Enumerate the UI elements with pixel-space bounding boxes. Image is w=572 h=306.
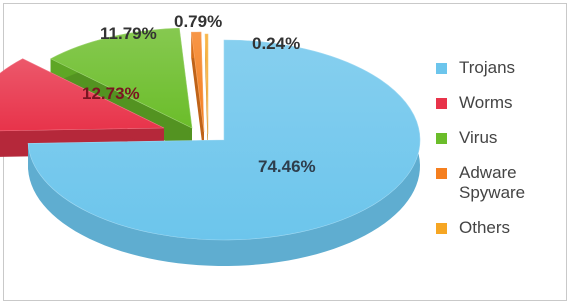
data-label-adware-spyware: 0.79% xyxy=(174,12,223,31)
pie-slice-top-adware-spyware xyxy=(191,32,204,132)
data-label-trojans: 74.46% xyxy=(258,157,316,176)
data-label-others: 0.24% xyxy=(252,34,301,53)
legend-swatch-worms xyxy=(436,98,447,109)
legend-item-virus xyxy=(436,128,564,148)
legend-item-adware-spyware xyxy=(436,163,564,203)
legend-item-trojans xyxy=(436,58,564,78)
legend xyxy=(436,58,564,253)
data-label-virus: 11.79% xyxy=(100,24,157,43)
legend-label-virus: Virus xyxy=(459,128,498,147)
legend-label-others: Others xyxy=(459,218,511,237)
pie-slice-adware-spyware xyxy=(191,32,204,158)
legend-swatch-virus xyxy=(436,133,447,144)
pie-slice-top-others xyxy=(205,34,208,134)
legend-label-adware-spyware: Adware Spyware xyxy=(459,163,526,202)
legend-swatch-others xyxy=(436,223,447,234)
legend-label-worms: Worms xyxy=(459,93,513,112)
legend-item-others xyxy=(436,218,564,238)
data-label-worms: 12.73% xyxy=(82,84,140,103)
legend-label-trojans: Trojans xyxy=(459,58,516,77)
legend-swatch-adware-spyware xyxy=(436,168,447,179)
legend-swatch-trojans xyxy=(436,63,447,74)
legend-item-worms xyxy=(436,93,564,113)
